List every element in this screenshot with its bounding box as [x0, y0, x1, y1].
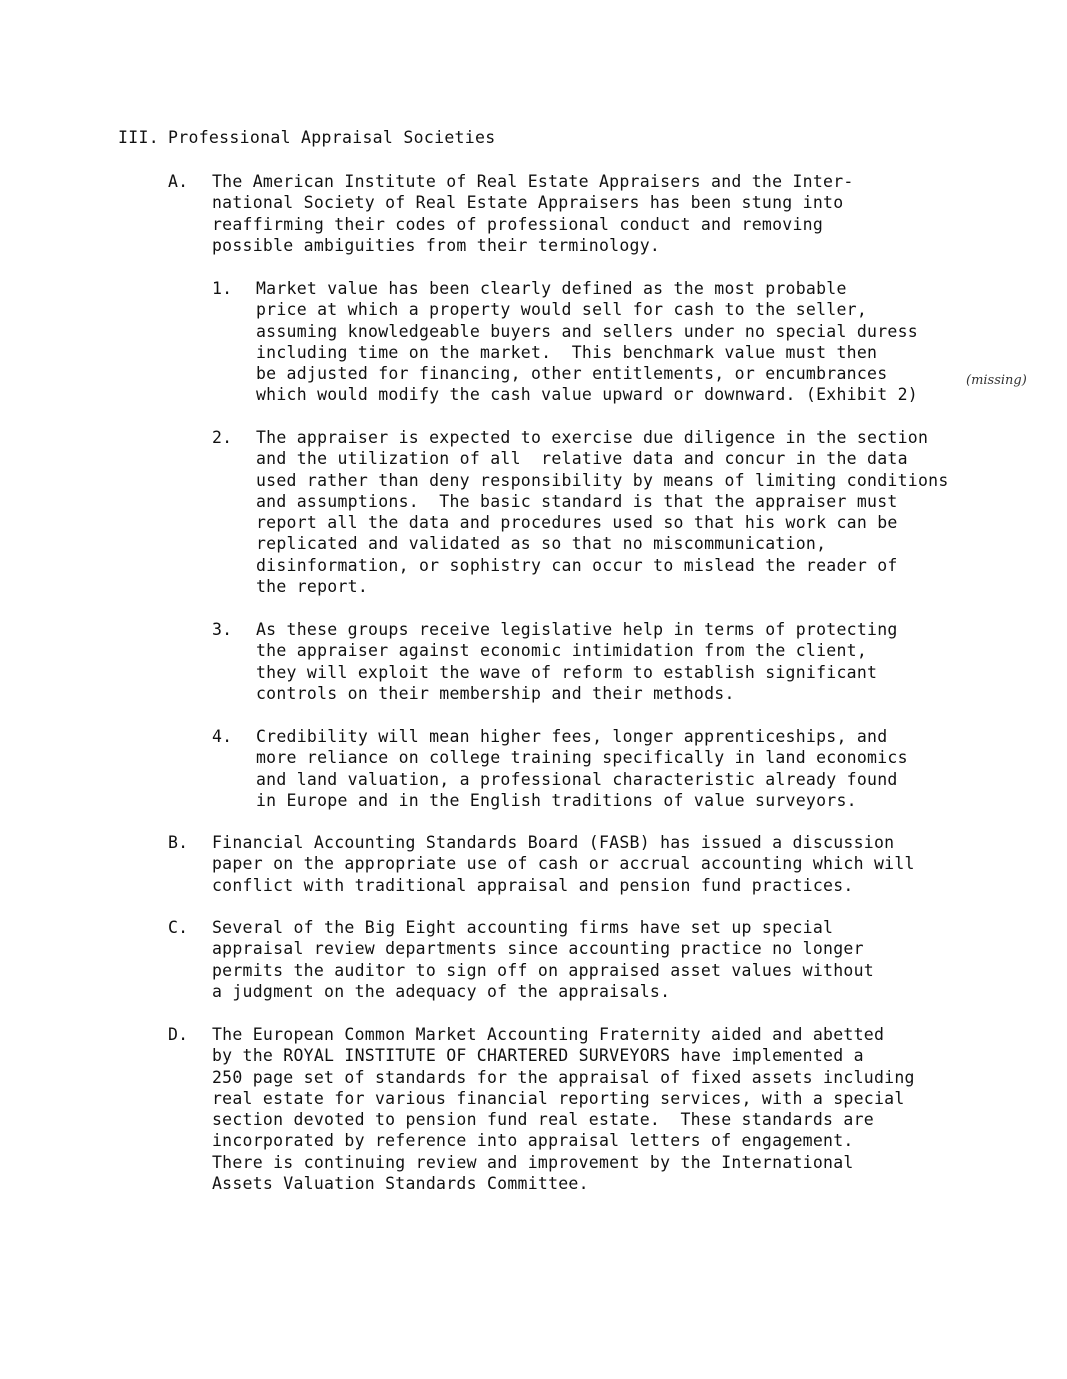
sub-item-4-line: more reliance on college training specifically in land economics [256, 748, 908, 768]
item-a-line: possible ambiguities from their terminology. [212, 235, 661, 255]
item-d-line: section devoted to pension fund real estate. These standards are [212, 1110, 874, 1130]
sub-item-2-line: report all the data and procedures used so that his work can be [256, 513, 898, 533]
sub-item-2-marker: 2. [212, 428, 233, 447]
sub-item-4-marker: 4. [212, 727, 233, 746]
section-number: III. [118, 128, 159, 147]
sub-item-2-line: the report. [256, 577, 369, 597]
sub-item-4-line: Credibility will mean higher fees, longer apprenticeships, and [256, 727, 888, 746]
sub-item-4-line: in Europe and in the English traditions of value surveyors. [256, 790, 857, 810]
sub-item-2-line: and the utilization of all relative data and concur in the data [256, 449, 908, 469]
item-a-line: The American Institute of Real Estate Appraisers and the Inter- [212, 172, 854, 191]
sub-item-1-line: which would modify the cash value upward or downward. (Exhibit 2) [256, 385, 918, 405]
sub-item-1-line: assuming knowledgeable buyers and sellers under no special duress [256, 321, 918, 341]
sub-item-3-marker: 3. [212, 620, 233, 639]
item-a-line: national Society of Real Estate Appraisers has been stung into [212, 193, 844, 213]
item-b-line: paper on the appropriate use of cash or accrual accounting which will [212, 854, 915, 874]
item-c-line: Several of the Big Eight accounting firms have set up special [212, 918, 834, 937]
handwritten-note: (missing) [966, 373, 1027, 388]
item-b-line: Financial Accounting Standards Board (FASB) has issued a discussion [212, 833, 895, 852]
item-d-line: by the ROYAL INSTITUTE OF CHARTERED SURVEYORS have implemented a [212, 1046, 864, 1066]
item-c-line: permits the auditor to sign off on appraised asset values without [212, 960, 874, 980]
item-d-line: There is continuing review and improvement by the International [212, 1152, 854, 1172]
item-b-marker: B. [168, 833, 189, 852]
item-c-line: a judgment on the adequacy of the appraisals. [212, 981, 671, 1001]
sub-item-3-line: they will exploit the wave of reform to establish significant [256, 662, 878, 682]
sub-item-2-line: used rather than deny responsibility by means of limiting conditions [256, 470, 949, 490]
sub-item-2-line: disinformation, or sophistry can occur to mislead the reader of [256, 555, 898, 575]
item-d-line: incorporated by reference into appraisal letters of engagement. [212, 1131, 854, 1151]
item-a-line: reaffirming their codes of professional conduct and removing [212, 214, 824, 234]
item-d-line: real estate for various financial reporting services, with a special [212, 1088, 905, 1108]
sub-item-4-line: and land valuation, a professional characteristic already found [256, 769, 898, 789]
item-d-line: The European Common Market Accounting Fraternity aided and abetted [212, 1025, 885, 1044]
item-c-marker: C. [168, 918, 189, 937]
sub-item-3-line: As these groups receive legislative help in terms of protecting [256, 620, 898, 639]
sub-item-2-line: and assumptions. The basic standard is that the appraiser must [256, 491, 898, 511]
sub-item-1-marker: 1. [212, 279, 233, 298]
sub-item-3-line: controls on their membership and their methods. [256, 683, 735, 703]
sub-item-2-line: The appraiser is expected to exercise due diligence in the section [256, 428, 929, 447]
sub-item-1-line: including time on the market. This benchmark value must then [256, 342, 878, 362]
sub-item-2-line: replicated and validated as so that no miscommunication, [256, 534, 827, 554]
sub-item-1-line: be adjusted for financing, other entitlements, or encumbrances [256, 364, 888, 384]
section-heading [118, 128, 495, 147]
item-d-line: Assets Valuation Standards Committee. [212, 1174, 589, 1194]
sub-item-3-line: the appraiser against economic intimidation from the client, [256, 641, 868, 661]
item-d-marker: D. [168, 1025, 189, 1044]
item-d-line: 250 page set of standards for the appraisal of fixed assets including [212, 1067, 915, 1087]
sub-item-1-line: price at which a property would sell for cash to the seller, [256, 300, 868, 320]
item-a-marker: A. [168, 172, 189, 191]
sub-item-1-line: Market value has been clearly defined as the most probable [256, 279, 847, 298]
section-title: Professional Appraisal Societies [168, 128, 496, 147]
item-b-line: conflict with traditional appraisal and pension fund practices. [212, 875, 854, 895]
item-c-line: appraisal review departments since accounting practice no longer [212, 939, 864, 959]
